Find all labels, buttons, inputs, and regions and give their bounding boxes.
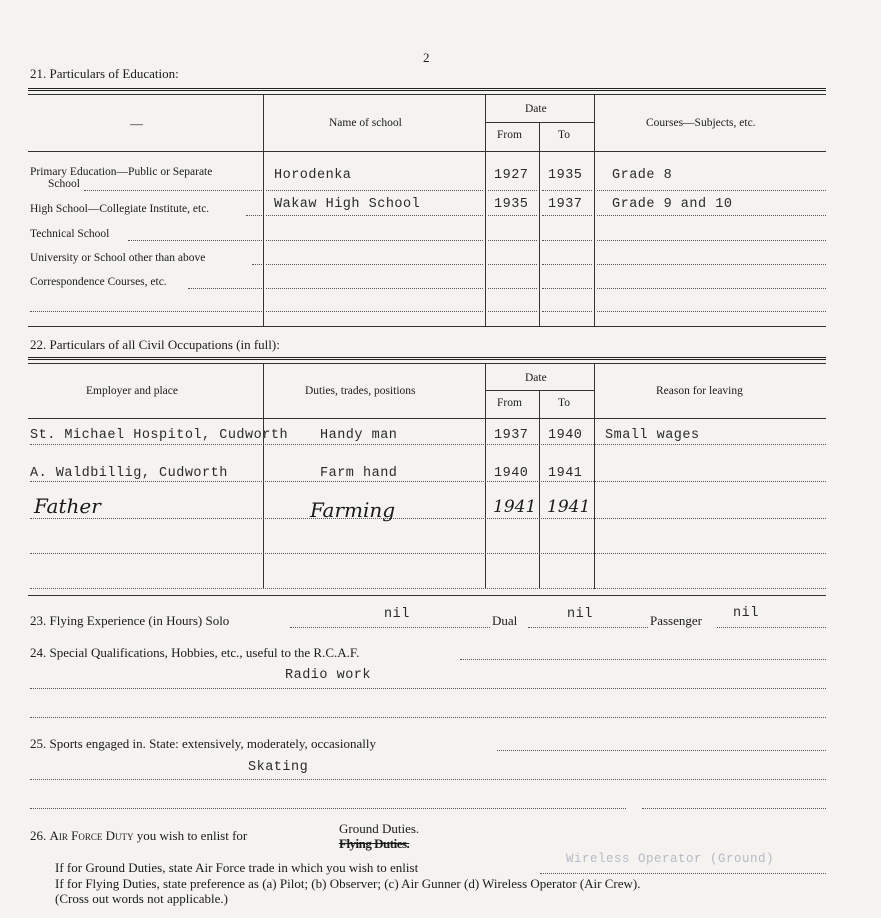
edu-row-label-primary-2: School — [48, 178, 80, 190]
edu-row-label-university: University or School other than above — [30, 252, 206, 264]
air-force-flying-line: If for Flying Duties, state preference as (a) Pilot; (b) Observer; (c) Air Gunner (d) Wireless Operator (Air Crew). — [55, 876, 641, 891]
dots — [30, 444, 826, 445]
occ-row1-to: 1940 — [548, 428, 583, 443]
education-section-title: 21. Particulars of Education: — [30, 66, 179, 81]
occupations-section-title: 22. Particulars of all Civil Occupations (in full): — [30, 337, 280, 352]
dots — [488, 240, 537, 241]
dots — [542, 240, 592, 241]
flying-dual-label: Dual — [492, 613, 518, 628]
dots — [488, 311, 537, 312]
air-force-ground-option: Ground Duties. — [339, 821, 420, 836]
edu-row-label-technical: Technical School — [30, 228, 110, 240]
dots — [642, 808, 826, 809]
education-top-rule — [28, 88, 826, 91]
air-force-flying-option — [339, 836, 409, 852]
edu-row-label-correspondence: Correspondence Courses, etc. — [30, 276, 167, 288]
dots — [460, 659, 826, 660]
dots — [30, 808, 626, 809]
air-force-label-prefix: 26. — [30, 828, 47, 843]
dots — [488, 288, 537, 289]
dots — [30, 518, 826, 519]
occ-col-employer: Employer and place — [86, 385, 178, 397]
edu-row-label-primary: Primary Education—Public or Separate — [30, 166, 213, 178]
edu-vline-4 — [594, 94, 595, 326]
occ-row1-reason: Small wages — [605, 428, 700, 443]
dots — [488, 215, 537, 216]
dots — [30, 717, 826, 718]
flying-dual-value: nil — [567, 607, 593, 622]
edu-row-label-high: High School—Collegiate Institute, etc. — [30, 203, 210, 215]
occ-vline-3 — [539, 390, 540, 589]
occ-row3-to: 1941 — [547, 497, 591, 517]
flying-solo-value: nil — [384, 607, 410, 622]
dots — [597, 240, 826, 241]
dots — [542, 215, 592, 216]
dots — [597, 288, 826, 289]
dots — [246, 215, 262, 216]
edu-date-divider — [485, 122, 594, 123]
air-force-ground-trade: Wireless Operator (Ground) — [566, 852, 775, 866]
dots — [488, 264, 537, 265]
edu-col-date: Date — [525, 103, 547, 115]
edu-col-school: Name of school — [329, 117, 402, 129]
edu-primary-from: 1927 — [494, 168, 529, 183]
occ-header-rule — [28, 418, 826, 419]
dots — [30, 688, 826, 689]
edu-vline-1 — [263, 94, 264, 326]
dots — [30, 779, 826, 780]
edu-col-to: To — [558, 129, 570, 141]
dots — [188, 288, 262, 289]
dots — [30, 553, 826, 554]
sports-value: Skating — [248, 760, 309, 775]
dots — [266, 190, 483, 191]
edu-primary-to: 1935 — [548, 168, 583, 183]
air-force-label-duty: Air Force Duty — [49, 828, 134, 843]
occ-row1-employer: St. Michael Hospitol, Cudworth — [30, 428, 289, 443]
edu-high-to: 1937 — [548, 197, 583, 212]
dots — [597, 311, 826, 312]
air-force-ground-line: If for Ground Duties, state Air Force trade in which you wish to enlist — [55, 860, 419, 875]
dots — [542, 288, 592, 289]
edu-high-school: Wakaw High School — [274, 197, 421, 212]
dots — [30, 311, 262, 312]
occ-row3-duties: Farming — [310, 498, 396, 522]
dots — [542, 264, 592, 265]
flying-passenger-label: Passenger — [650, 613, 702, 628]
dots — [542, 311, 592, 312]
flying-passenger-value: nil — [733, 606, 759, 621]
sports-label: 25. Sports engaged in. State: extensively, moderately, occasionally — [30, 736, 376, 751]
edu-vline-2 — [485, 94, 486, 326]
dots — [266, 288, 483, 289]
edu-col-from: From — [497, 129, 522, 141]
dots — [30, 481, 826, 482]
air-force-label — [30, 828, 247, 844]
occ-row1-duties: Handy man — [320, 428, 398, 443]
dots — [266, 311, 483, 312]
air-force-label-suffix: you wish to enlist for — [136, 828, 248, 843]
occ-row2-to: 1941 — [548, 466, 583, 481]
dots — [84, 190, 262, 191]
dots — [717, 627, 826, 628]
occ-col-to: To — [558, 397, 570, 409]
occ-col-reason: Reason for leaving — [656, 385, 743, 397]
dots — [290, 627, 490, 628]
edu-col-dash: — — [130, 116, 143, 131]
occ-date-divider — [485, 390, 594, 391]
flying-label: 23. Flying Experience (in Hours) Solo — [30, 613, 230, 628]
air-force-cross-out-note: (Cross out words not applicable.) — [55, 891, 228, 906]
dots — [30, 588, 826, 589]
dots — [266, 240, 483, 241]
dots — [497, 750, 826, 751]
dots — [266, 264, 483, 265]
dots — [597, 264, 826, 265]
dots — [128, 240, 262, 241]
air-force-flying-option-text: Flying Duties. — [339, 836, 410, 851]
occ-row1-from: 1937 — [494, 428, 529, 443]
dots — [597, 215, 826, 216]
dots — [488, 190, 537, 191]
education-top-rule-2 — [28, 94, 826, 95]
dots — [597, 190, 826, 191]
page-number: 2 — [423, 50, 430, 65]
occ-row3-from: 1941 — [493, 497, 537, 517]
edu-col-courses: Courses—Subjects, etc. — [646, 117, 756, 129]
special-label: 24. Special Qualifications, Hobbies, etc., useful to the R.C.A.F. — [30, 645, 360, 660]
occ-vline-2 — [485, 363, 486, 589]
occ-col-duties: Duties, trades, positions — [305, 385, 416, 397]
occ-col-from: From — [497, 397, 522, 409]
edu-primary-courses: Grade 8 — [612, 168, 673, 183]
dots — [540, 873, 826, 874]
occ-row3-employer: Father — [34, 494, 101, 518]
occ-row2-duties: Farm hand — [320, 466, 398, 481]
edu-high-from: 1935 — [494, 197, 529, 212]
occ-vline-4 — [594, 363, 595, 589]
dots — [542, 190, 592, 191]
occ-row2-from: 1940 — [494, 466, 529, 481]
occ-vline-1 — [263, 363, 264, 589]
occupations-top-rule-2 — [28, 363, 826, 364]
edu-primary-school: Horodenka — [274, 168, 352, 183]
occ-col-date: Date — [525, 372, 547, 384]
dots — [252, 264, 262, 265]
edu-header-rule — [28, 151, 826, 152]
special-value: Radio work — [285, 668, 372, 683]
edu-vline-3 — [539, 122, 540, 326]
dots — [528, 627, 648, 628]
edu-high-courses: Grade 9 and 10 — [612, 197, 733, 212]
education-bottom-rule — [28, 326, 826, 327]
dots — [266, 215, 483, 216]
occupations-top-rule — [28, 357, 826, 360]
occ-row2-employer: A. Waldbillig, Cudworth — [30, 466, 228, 481]
occupations-bottom-rule — [28, 595, 826, 596]
